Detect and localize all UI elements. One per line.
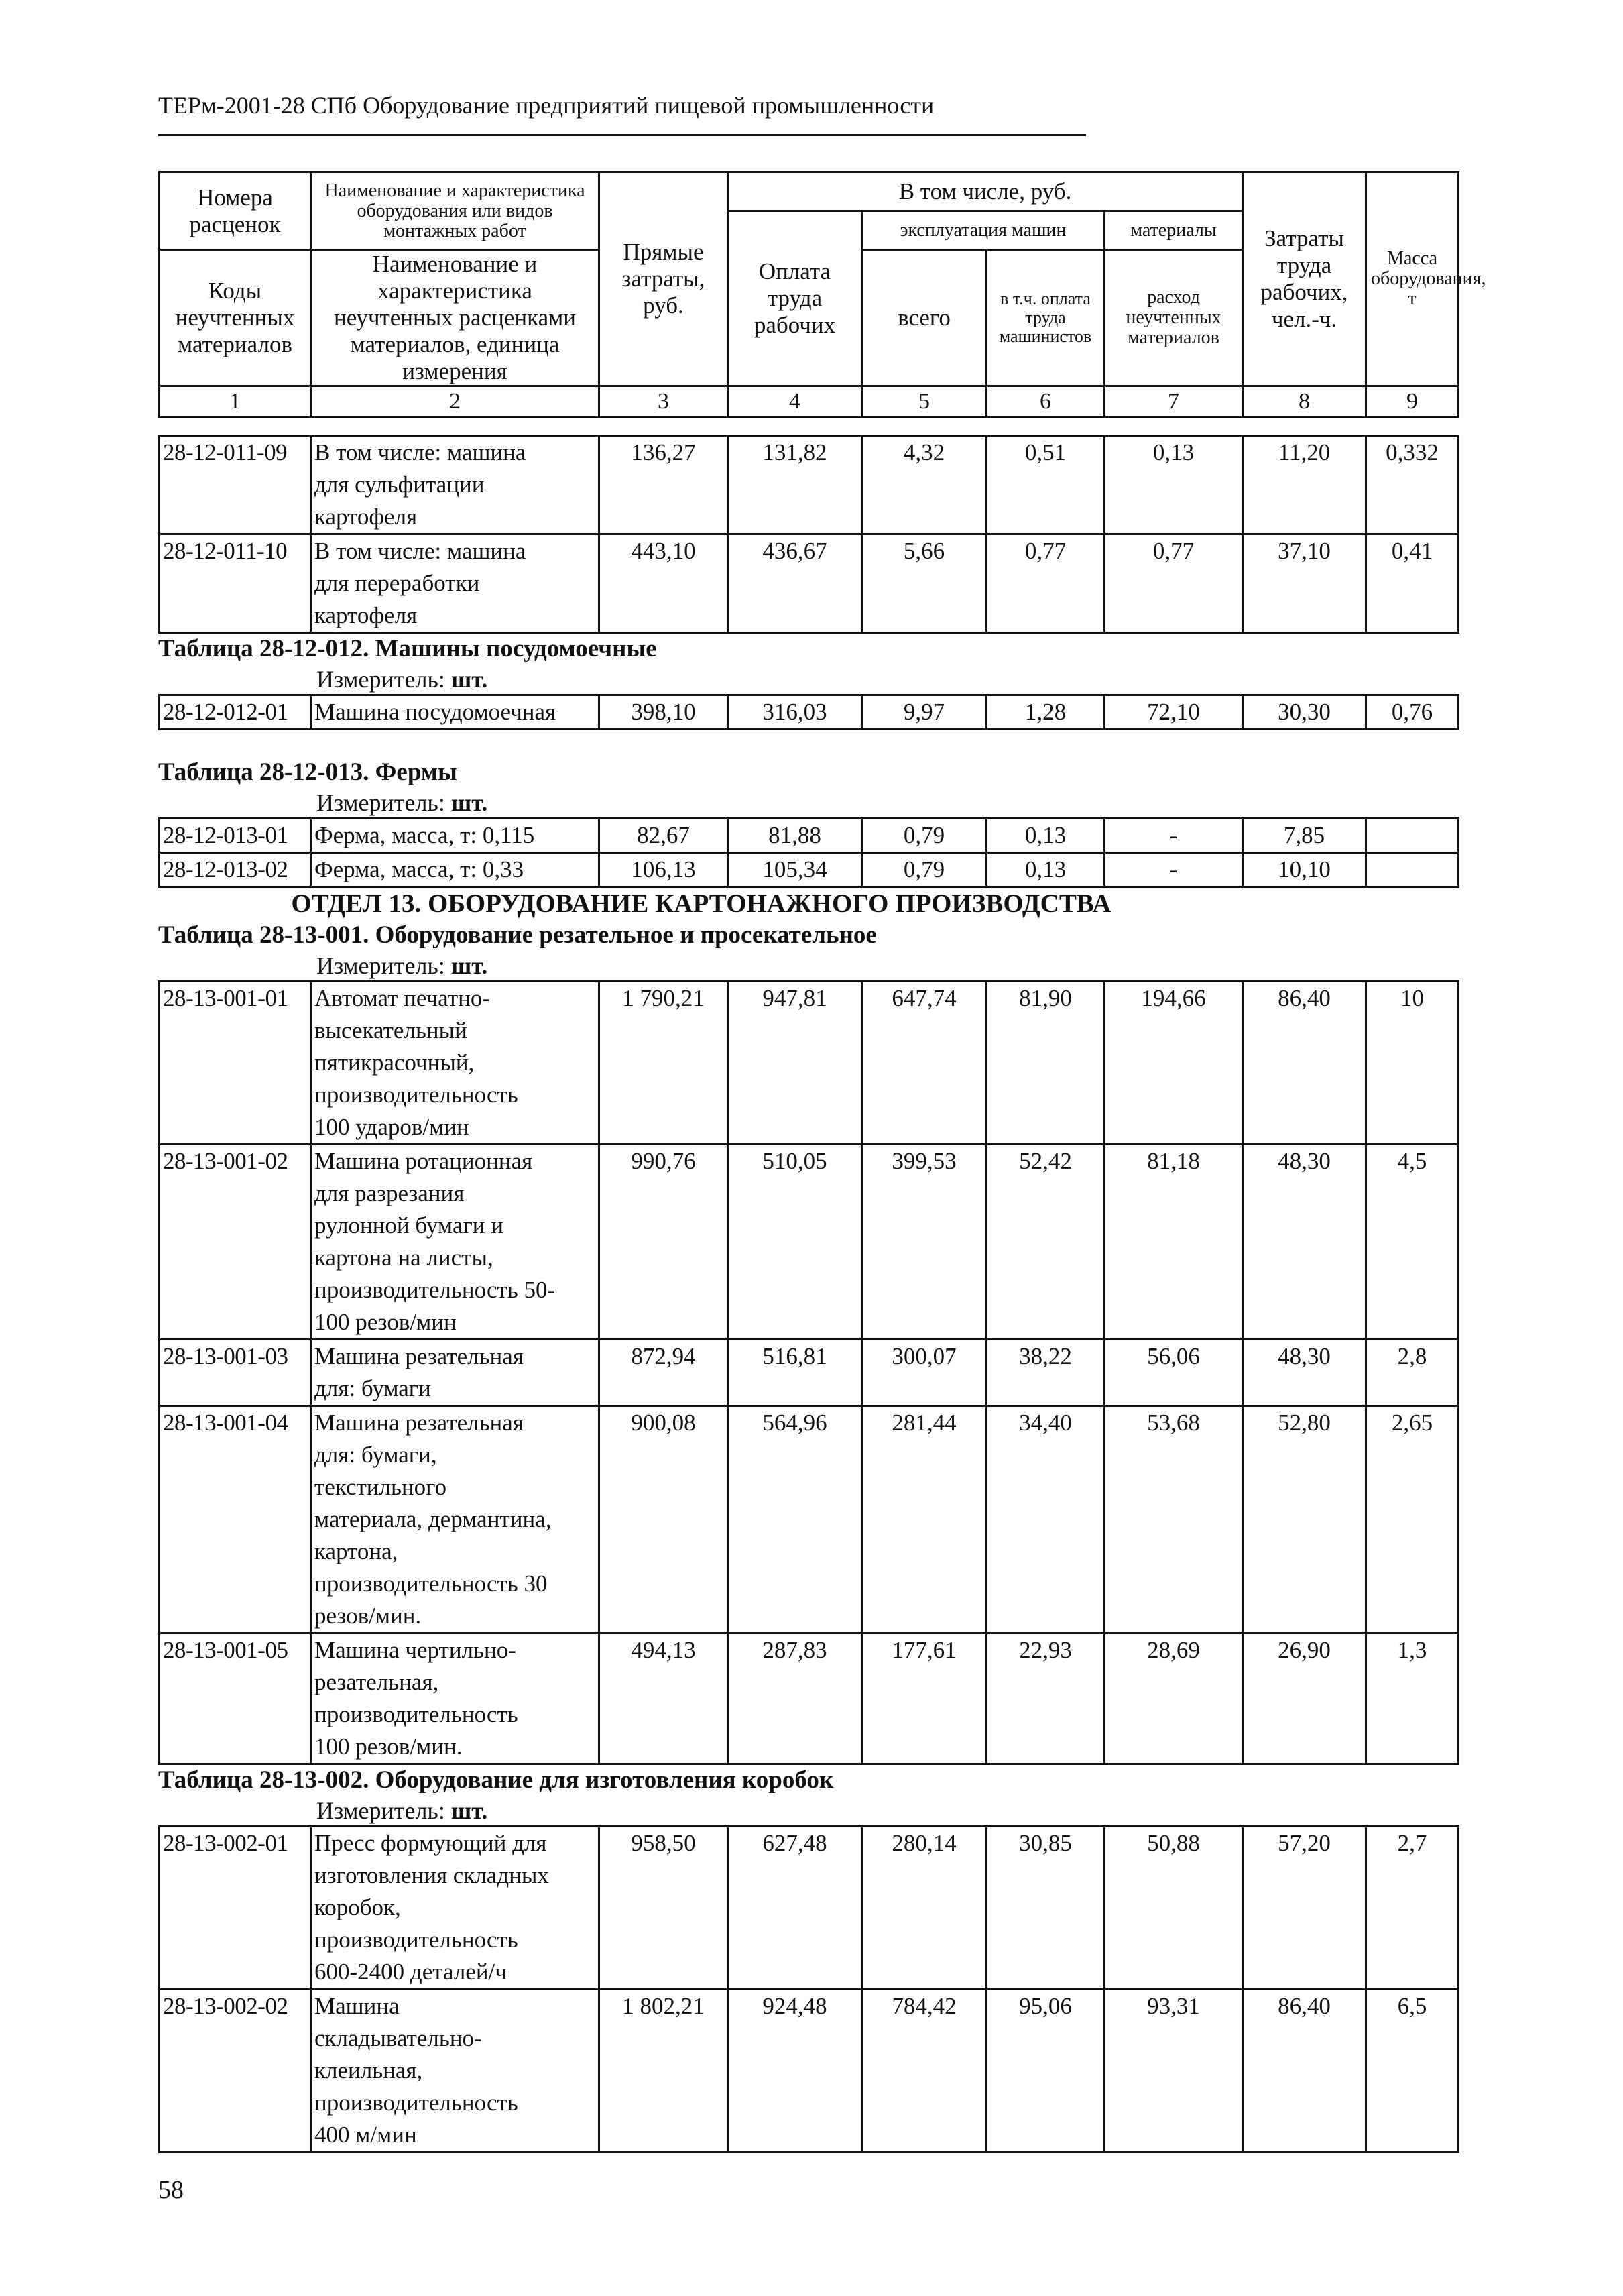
row-value: 34,40 bbox=[987, 1406, 1105, 1633]
row-name-line: пятикрасочный, bbox=[314, 1049, 475, 1076]
row-code: 28-12-011-09 bbox=[160, 436, 311, 534]
row-name-line: для сульфитации bbox=[314, 471, 485, 498]
row-value: 0,77 bbox=[1105, 534, 1243, 633]
row-name-line: 600-2400 деталей/ч bbox=[314, 1959, 507, 1985]
row-name-line: картофеля bbox=[314, 504, 418, 530]
row-code: 28-13-001-03 bbox=[160, 1340, 311, 1406]
row-value: 900,08 bbox=[599, 1406, 728, 1633]
row-value: 280,14 bbox=[862, 1827, 987, 1990]
row-value: 958,50 bbox=[599, 1827, 728, 1990]
column-numbers: 1 2 3 4 5 6 7 8 9 bbox=[160, 386, 1459, 418]
row-name bbox=[311, 1406, 599, 1633]
header-col8: Затраты труда рабочих, чел.-ч. bbox=[1243, 172, 1366, 386]
row-value: 30,30 bbox=[1243, 695, 1366, 730]
row-value: 9,97 bbox=[862, 695, 987, 730]
row-value: 872,94 bbox=[599, 1340, 728, 1406]
row-value: 1 802,21 bbox=[599, 1990, 728, 2152]
table-caption: Таблица 28-13-001. Оборудование резательное и просекательное bbox=[158, 921, 877, 949]
header-col9: Масса оборудования, т bbox=[1366, 172, 1459, 386]
row-name bbox=[311, 1145, 599, 1340]
meter-line: Измеритель: шт. bbox=[316, 952, 488, 979]
row-value: 627,48 bbox=[728, 1827, 862, 1990]
row-name bbox=[311, 534, 599, 633]
row-name-line: 100 резов/мин. bbox=[314, 1733, 463, 1760]
header-col4: Оплата труда рабочих bbox=[728, 211, 862, 386]
row-value: 990,76 bbox=[599, 1145, 728, 1340]
header-col1-top: Номера расценок bbox=[160, 172, 311, 250]
row-name-line: производительность bbox=[314, 1082, 518, 1108]
row-value: 287,83 bbox=[728, 1633, 862, 1764]
row-value: 5,66 bbox=[862, 534, 987, 633]
row-value: 131,82 bbox=[728, 436, 862, 534]
header-materials: материалы bbox=[1105, 211, 1243, 250]
row-value: 48,30 bbox=[1243, 1145, 1366, 1340]
row-name-line: резов/мин. bbox=[314, 1603, 422, 1629]
row-code: 28-12-012-01 bbox=[160, 695, 311, 730]
row-name bbox=[311, 1990, 599, 2152]
row-name-line: клеильная, bbox=[314, 2057, 423, 2083]
row-value: 52,42 bbox=[987, 1145, 1105, 1340]
row-value: 136,27 bbox=[599, 436, 728, 534]
row-value: 494,13 bbox=[599, 1633, 728, 1764]
header-group: В том числе, руб. bbox=[728, 172, 1243, 211]
row-code: 28-13-001-04 bbox=[160, 1406, 311, 1633]
row-name-line: производительность 30 bbox=[314, 1570, 548, 1597]
row-value: 398,10 bbox=[599, 695, 728, 730]
row-value: 48,30 bbox=[1243, 1340, 1366, 1406]
table-caption: Таблица 28-13-002. Оборудование для изготовления коробок bbox=[158, 1766, 834, 1794]
row-value: 4,32 bbox=[862, 436, 987, 534]
row-name bbox=[311, 1340, 599, 1406]
row-name-line: Пресс формующий для bbox=[314, 1830, 547, 1856]
row-name-line: высекательный bbox=[314, 1017, 467, 1043]
row-value: 510,05 bbox=[728, 1145, 862, 1340]
row-name-line: 100 ударов/мин bbox=[314, 1114, 469, 1140]
page-header: ТЕРм-2001-28 СПб Оборудование предприятий пищевой промышленности bbox=[158, 92, 935, 119]
row-value: 26,90 bbox=[1243, 1633, 1366, 1764]
row-name-line: производительность 50- bbox=[314, 1277, 556, 1303]
row-name-line: картона на листы, bbox=[314, 1245, 493, 1271]
page-number: 58 bbox=[158, 2176, 184, 2204]
row-name-line: Машина чертильно- bbox=[314, 1637, 516, 1663]
row-value: 0,13 bbox=[1105, 436, 1243, 534]
row-name-line: Машина резательная bbox=[314, 1343, 524, 1369]
row-name-line: Машина bbox=[314, 1993, 400, 2019]
row-name-line: 400 м/мин bbox=[314, 2122, 417, 2148]
row-value: 647,74 bbox=[862, 982, 987, 1145]
table-row bbox=[160, 819, 1459, 853]
table-row bbox=[160, 534, 1459, 633]
row-value: 1 790,21 bbox=[599, 982, 728, 1145]
row-value: 0,332 bbox=[1366, 436, 1459, 534]
row-name-line: для: бумаги, bbox=[314, 1442, 437, 1468]
row-value: 0,13 bbox=[987, 853, 1105, 887]
row-name-line: В том числе: машина bbox=[314, 439, 526, 465]
row-name-line: складывательно- bbox=[314, 2025, 482, 2051]
meter-line: Измеритель: шт. bbox=[316, 1797, 488, 1824]
row-value: 30,85 bbox=[987, 1827, 1105, 1990]
row-value: 0,13 bbox=[987, 819, 1105, 853]
row-code: 28-12-013-01 bbox=[160, 819, 311, 853]
row-value: 81,88 bbox=[728, 819, 862, 853]
row-value: 194,66 bbox=[1105, 982, 1243, 1145]
row-value: 52,80 bbox=[1243, 1406, 1366, 1633]
row-value: 0,51 bbox=[987, 436, 1105, 534]
table-28-13-001 bbox=[158, 980, 1459, 1765]
header-col3: Прямые затраты, руб. bbox=[599, 172, 728, 386]
row-value: 436,67 bbox=[728, 534, 862, 633]
row-name-line: картона, bbox=[314, 1538, 398, 1564]
row-value: 516,81 bbox=[728, 1340, 862, 1406]
row-value: 28,69 bbox=[1105, 1633, 1243, 1764]
row-name-line: Машина ротационная bbox=[314, 1148, 533, 1174]
row-name-line: Машина посудомоечная bbox=[314, 699, 556, 725]
row-value: 82,67 bbox=[599, 819, 728, 853]
row-code: 28-13-001-02 bbox=[160, 1145, 311, 1340]
row-value: 53,68 bbox=[1105, 1406, 1243, 1633]
row-code: 28-12-013-02 bbox=[160, 853, 311, 887]
row-name-line: текстильного bbox=[314, 1474, 447, 1500]
row-name-line: рулонной бумаги и bbox=[314, 1212, 503, 1239]
row-code: 28-13-002-02 bbox=[160, 1990, 311, 2152]
row-name-line: картофеля bbox=[314, 602, 418, 628]
table-caption: Таблица 28-12-013. Фермы bbox=[158, 758, 457, 786]
header-rule bbox=[158, 134, 1086, 136]
row-value: 72,10 bbox=[1105, 695, 1243, 730]
row-value: 0,79 bbox=[862, 819, 987, 853]
row-name-line: производительность bbox=[314, 1927, 518, 1953]
row-value: 22,93 bbox=[987, 1633, 1105, 1764]
row-code: 28-13-002-01 bbox=[160, 1827, 311, 1990]
row-name bbox=[311, 1633, 599, 1764]
row-value: 1,28 bbox=[987, 695, 1105, 730]
header-col2-top: Наименование и характеристика оборудования или видов монтажных работ bbox=[311, 172, 599, 250]
row-value: 399,53 bbox=[862, 1145, 987, 1340]
row-value: 784,42 bbox=[862, 1990, 987, 2152]
row-name-line: В том числе: машина bbox=[314, 538, 526, 564]
header-col6: в т.ч. оплата труда машинистов bbox=[987, 250, 1105, 386]
row-value: 11,20 bbox=[1243, 436, 1366, 534]
row-value: 2,8 bbox=[1366, 1340, 1459, 1406]
row-value: 564,96 bbox=[728, 1406, 862, 1633]
row-value: 81,90 bbox=[987, 982, 1105, 1145]
row-value: 10 bbox=[1366, 982, 1459, 1145]
header-col7: расход неучтенных материалов bbox=[1105, 250, 1243, 386]
row-name-line: для разрезания bbox=[314, 1180, 465, 1206]
row-value: 300,07 bbox=[862, 1340, 987, 1406]
row-name-line: Машина резательная bbox=[314, 1410, 524, 1436]
row-value: 38,22 bbox=[987, 1340, 1105, 1406]
row-value: 105,34 bbox=[728, 853, 862, 887]
row-code: 28-12-011-10 bbox=[160, 534, 311, 633]
row-value: 4,5 bbox=[1366, 1145, 1459, 1340]
row-name-line: Ферма, масса, т: 0,115 bbox=[314, 822, 535, 848]
row-value: 81,18 bbox=[1105, 1145, 1243, 1340]
row-name bbox=[311, 853, 599, 887]
table-row bbox=[160, 1633, 1459, 1764]
row-name-line: для: бумаги bbox=[314, 1375, 431, 1401]
row-name-line: коробок, bbox=[314, 1894, 401, 1920]
row-value: 56,06 bbox=[1105, 1340, 1243, 1406]
row-value: 316,03 bbox=[728, 695, 862, 730]
row-code: 28-13-001-05 bbox=[160, 1633, 311, 1764]
row-name-line: изготовления складных bbox=[314, 1862, 549, 1888]
row-name-line: для переработки bbox=[314, 570, 480, 596]
table-row bbox=[160, 982, 1459, 1145]
row-value: 0,77 bbox=[987, 534, 1105, 633]
meter-line: Измеритель: шт. bbox=[316, 666, 488, 693]
row-name bbox=[311, 436, 599, 534]
table-row bbox=[160, 695, 1459, 730]
row-value: 281,44 bbox=[862, 1406, 987, 1633]
row-value: 7,85 bbox=[1243, 819, 1366, 853]
table-header bbox=[158, 171, 1486, 418]
table-28-12-012 bbox=[158, 694, 1459, 730]
table-caption: Таблица 28-12-012. Машины посудомоечные bbox=[158, 635, 657, 663]
row-value: 57,20 bbox=[1243, 1827, 1366, 1990]
table-row bbox=[160, 1340, 1459, 1406]
row-value: 1,3 bbox=[1366, 1633, 1459, 1764]
row-value: 37,10 bbox=[1243, 534, 1366, 633]
row-value: 0,41 bbox=[1366, 534, 1459, 633]
row-name-line: Ферма, масса, т: 0,33 bbox=[314, 856, 524, 882]
row-value: - bbox=[1105, 853, 1243, 887]
row-value: 924,48 bbox=[728, 1990, 862, 2152]
row-value: 2,7 bbox=[1366, 1827, 1459, 1990]
table-28-12-013 bbox=[158, 817, 1459, 888]
table-row bbox=[160, 1406, 1459, 1633]
row-name-line: производительность bbox=[314, 2089, 518, 2116]
row-value: 443,10 bbox=[599, 534, 728, 633]
meter-line: Измеритель: шт. bbox=[316, 789, 488, 816]
header-machines: эксплуатация машин bbox=[862, 211, 1105, 250]
row-name bbox=[311, 695, 599, 730]
row-value: 10,10 bbox=[1243, 853, 1366, 887]
row-value: 95,06 bbox=[987, 1990, 1105, 2152]
table-group-a bbox=[158, 435, 1459, 634]
table-row bbox=[160, 436, 1459, 534]
row-value: 6,5 bbox=[1366, 1990, 1459, 2152]
row-value: 177,61 bbox=[862, 1633, 987, 1764]
table-row bbox=[160, 1827, 1459, 1990]
row-name bbox=[311, 819, 599, 853]
table-row bbox=[160, 1990, 1459, 2152]
row-name-line: 100 резов/мин bbox=[314, 1309, 457, 1335]
row-value: 0,76 bbox=[1366, 695, 1459, 730]
table-row bbox=[160, 853, 1459, 887]
row-value: 0,79 bbox=[862, 853, 987, 887]
row-name-line: материала, дермантина, bbox=[314, 1506, 552, 1532]
row-name-line: производительность bbox=[314, 1701, 518, 1727]
row-value: 93,31 bbox=[1105, 1990, 1243, 2152]
row-value bbox=[1366, 853, 1459, 887]
row-value: 106,13 bbox=[599, 853, 728, 887]
table-row bbox=[160, 1145, 1459, 1340]
row-value: - bbox=[1105, 819, 1243, 853]
row-name-line: резательная, bbox=[314, 1669, 439, 1695]
row-name bbox=[311, 982, 599, 1145]
row-value: 86,40 bbox=[1243, 1990, 1366, 2152]
row-value: 86,40 bbox=[1243, 982, 1366, 1145]
row-code: 28-13-001-01 bbox=[160, 982, 311, 1145]
row-value: 2,65 bbox=[1366, 1406, 1459, 1633]
row-name bbox=[311, 1827, 599, 1990]
row-name-line: Автомат печатно- bbox=[314, 985, 490, 1011]
document-body bbox=[158, 171, 1486, 2153]
row-value bbox=[1366, 819, 1459, 853]
header-col1-bottom: Коды неучтенных материалов bbox=[160, 250, 311, 386]
section-title: ОТДЕЛ 13. ОБОРУДОВАНИЕ КАРТОНАЖНОГО ПРОИЗВОДСТВА bbox=[291, 889, 1111, 918]
table-28-13-002 bbox=[158, 1825, 1459, 2153]
header-col5: всего bbox=[862, 250, 987, 386]
header-col2-bottom: Наименование и характеристика неучтенных расценками материалов, единица измерения bbox=[311, 250, 599, 386]
row-value: 947,81 bbox=[728, 982, 862, 1145]
row-value: 50,88 bbox=[1105, 1827, 1243, 1990]
